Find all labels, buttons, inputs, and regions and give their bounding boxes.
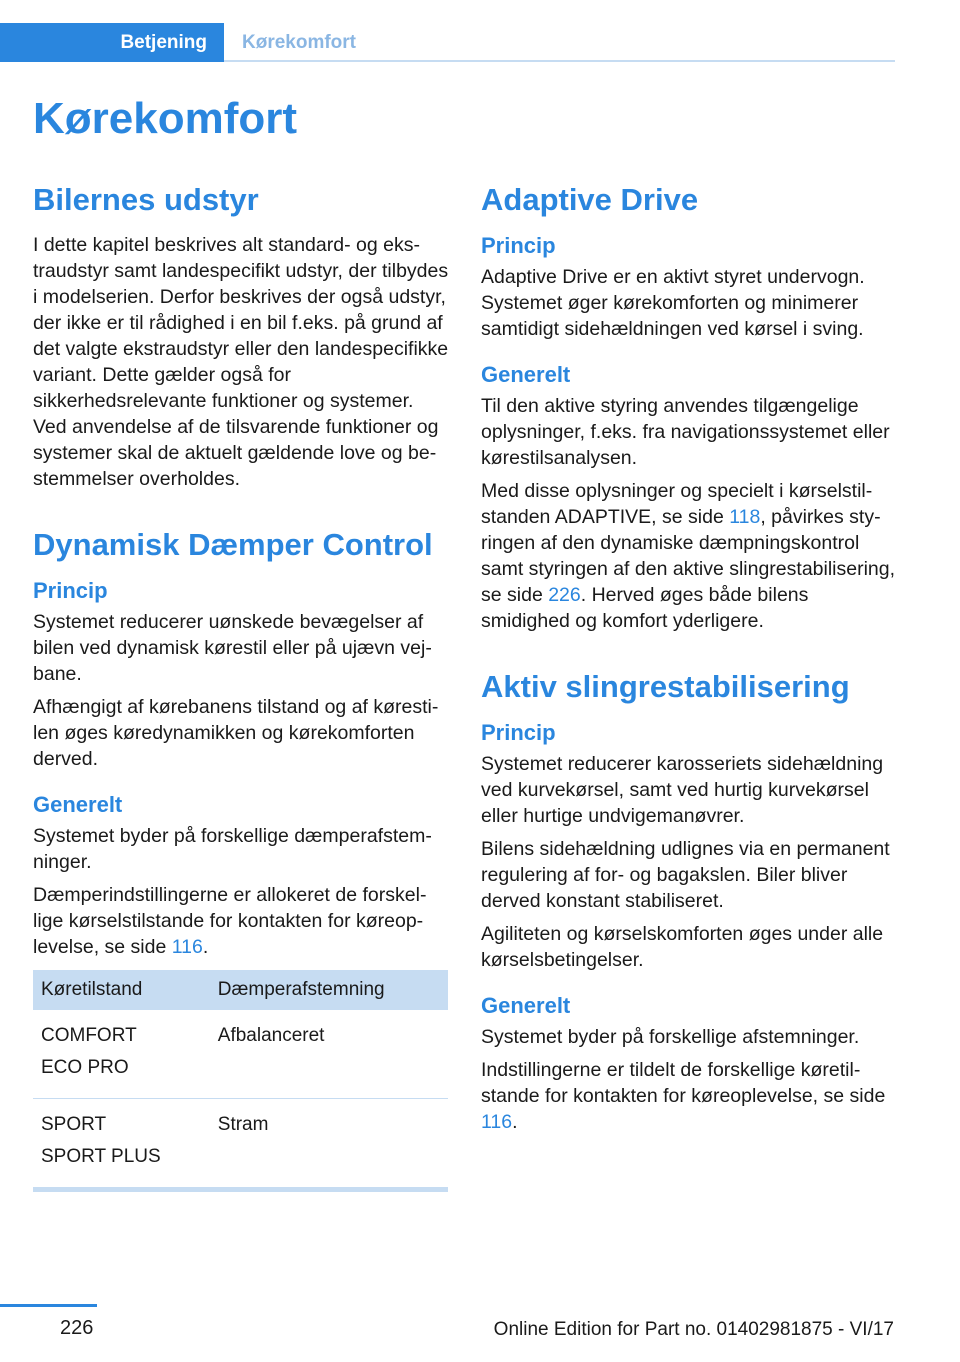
edition-label: Online Edition for Part no. 01402981875 - VI/17	[493, 1319, 894, 1340]
page-link-226[interactable]: 226	[548, 584, 581, 606]
footer-rule	[0, 1304, 97, 1307]
column-header-koretilstand: Køretilstand	[41, 979, 143, 1000]
paragraph-text: .	[512, 1111, 518, 1133]
table-row	[33, 1099, 448, 1188]
paragraph	[481, 1057, 897, 1135]
paragraph	[33, 882, 449, 960]
table-cell-tuning: Afbalanceret	[217, 1025, 325, 1046]
paragraph: Systemet reducerer uønskede bevægelser af bilen ved dynamisk kørestil eller på ujævn vejbane.	[33, 611, 432, 685]
table-cell-mode	[33, 1099, 210, 1188]
subheading-princip: Princip	[481, 720, 556, 745]
mode-label: ECO PRO	[41, 1057, 129, 1078]
table-row	[33, 1010, 448, 1099]
paragraph: I dette kapitel beskrives alt standard- og ekstraudstyr samt landespecifikt udstyr, der tilbydes i modelserien. Derfor beskrives der også udstyr, der ikke er til rådighed i en bil f.eks. på grund af det valgte ekstraudstyr eller den landespecifikke variant. Dette gælder også for sikkerhedsrelevante funktioner og systemer. Ved anvendelse af de tilsvarende funktioner og systemer skal de aktuelt gældende love og bestemmelser overholdes.	[33, 234, 449, 490]
paragraph: Systemet byder på forskellige dæmperafstemninger.	[33, 825, 432, 873]
section-heading-dynamisk-daemper: Dynamisk Dæmper Control	[33, 527, 433, 562]
right-column	[481, 180, 897, 1142]
paragraph: Agiliteten og kørselskomforten øges under alle kørselsbetingelser.	[481, 923, 884, 971]
subheading-generelt: Generelt	[481, 362, 571, 387]
paragraph: Bilens sidehældning udlignes via en permanent regulering af for- og bagakslen. Biler bliver derved konstant stabiliseret.	[481, 838, 890, 912]
page-link-118[interactable]: 118	[729, 506, 761, 528]
page-link-116[interactable]: 116	[481, 1111, 513, 1133]
paragraph-text: Indstillingerne er tildelt de forskellige køretilstande for kontakten for køreoplevelse, se side	[481, 1059, 886, 1107]
page-title: Kørekomfort	[33, 94, 298, 143]
table-cell-tuning: Stram	[217, 1114, 269, 1135]
subheading-generelt: Generelt	[33, 792, 123, 817]
paragraph-text: Med disse oplysninger og specielt i kørselstilstanden ADAPTIVE, se side	[481, 480, 873, 528]
paragraph-text: .	[202, 936, 209, 958]
paragraph-text: . Herved øges både bilens smidighed og komfort yderligere.	[481, 584, 809, 632]
column-header-daemperafstemning: Dæmperafstemning	[217, 979, 385, 1000]
header-divider	[224, 60, 895, 62]
tab-betjening[interactable]: Betjening	[0, 23, 224, 62]
table-bottom-rule	[33, 1187, 448, 1192]
page-link-116[interactable]: 116	[171, 936, 203, 958]
paragraph-text: , påvirkes styringen af den dynamiske dæmpningskontrol samt styringen af den aktive slingrestabilisering, se side	[481, 506, 896, 606]
section-heading-aktiv-slingrestabilisering: Aktiv slingrestabilisering	[481, 669, 850, 704]
table-cell-mode	[33, 1010, 210, 1099]
damper-table	[33, 970, 448, 1187]
tab-korekomfort[interactable]: Kørekomfort	[242, 31, 357, 53]
left-column	[33, 180, 449, 1192]
section-heading-adaptive-drive: Adaptive Drive	[481, 182, 699, 217]
paragraph: Adaptive Drive er en aktivt styret undervogn. Systemet øger kørekomforten og minimerer samtidigt sidehældningen ved kørsel i sving.	[481, 266, 865, 340]
paragraph: Systemet byder på forskellige afstemninger.	[481, 1026, 860, 1048]
paragraph: Til den aktive styring anvendes tilgængelige oplysninger, f.eks. fra navigationssystemet eller kørestilsanalysen.	[481, 395, 890, 469]
paragraph: Systemet reducerer karosseriets sidehældning ved kurvekørsel, samt ved hurtig kurvekørsel eller hurtige undvigemanøvrer.	[481, 753, 884, 827]
mode-label: SPORT PLUS	[41, 1146, 161, 1167]
mode-label: COMFORT	[41, 1025, 137, 1046]
subheading-generelt: Generelt	[481, 993, 571, 1018]
header-bar	[0, 23, 895, 63]
paragraph-text: Dæmperindstillingerne er allokeret de forskellige kørselstilstande for kontakten for køreoplevelse, se side	[33, 884, 427, 958]
table-header-row	[33, 970, 448, 1010]
subheading-princip: Princip	[481, 233, 556, 258]
paragraph	[481, 478, 897, 634]
section-heading-bilernes-udstyr: Bilernes udstyr	[33, 182, 259, 217]
paragraph: Afhængigt af kørebanens tilstand og af kørestilen øges køredynamikken og kørekomforten derved.	[33, 696, 439, 770]
page-number: 226	[60, 1317, 94, 1339]
mode-label: SPORT	[41, 1114, 107, 1135]
subheading-princip: Princip	[33, 578, 108, 603]
